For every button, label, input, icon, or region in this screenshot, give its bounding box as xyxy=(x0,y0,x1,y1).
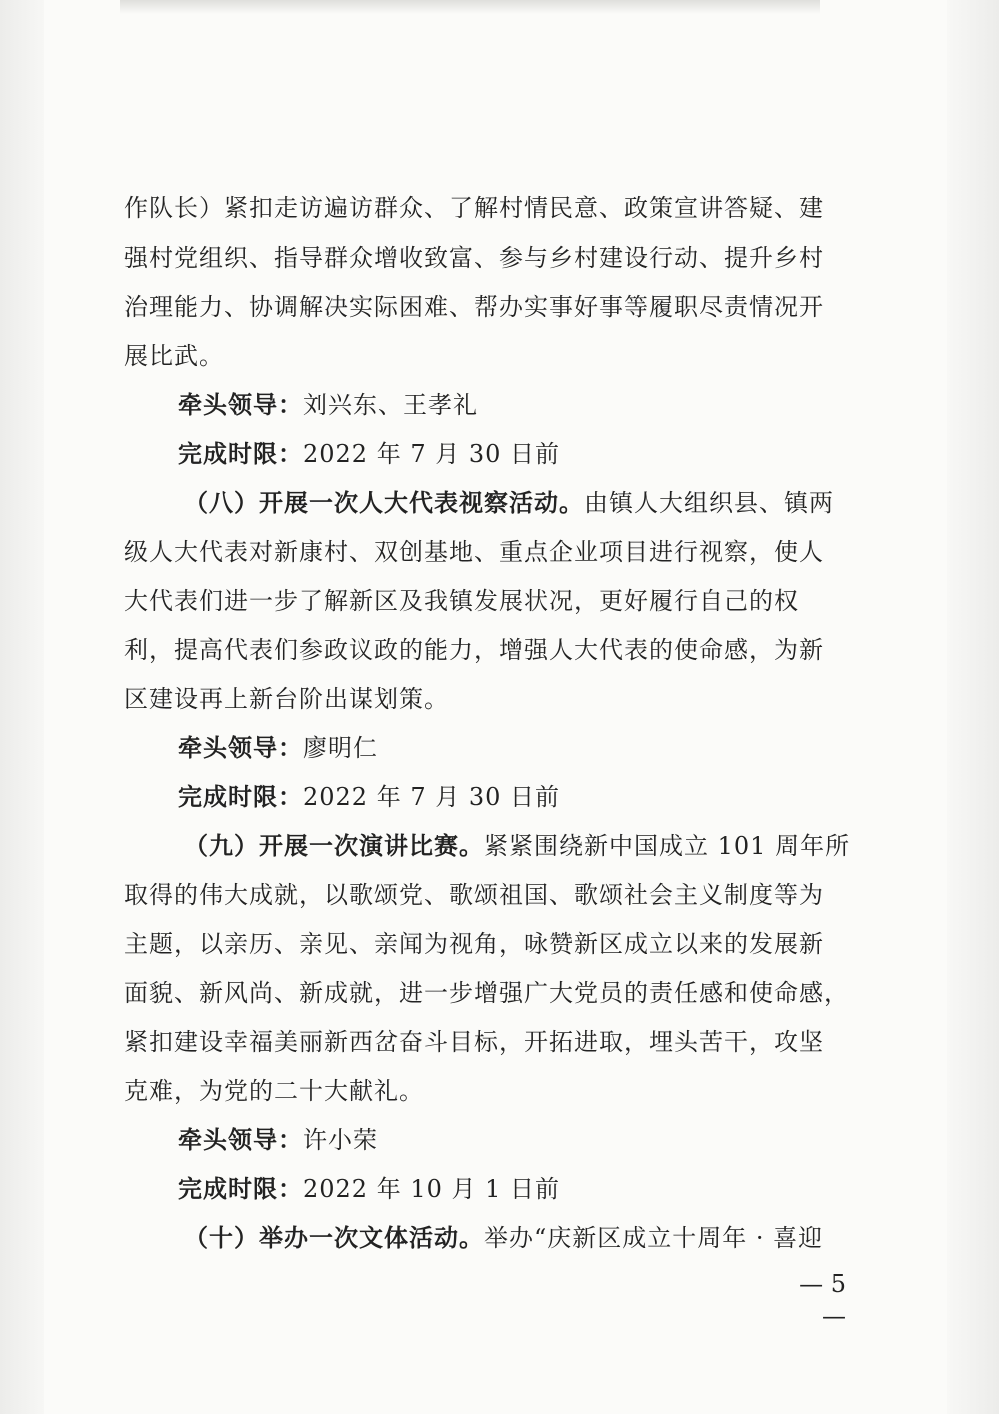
page-number: — 5 — xyxy=(799,1270,846,1330)
lead-leader-value: 许小荣 xyxy=(303,1126,378,1154)
body-line: 治理能力、协调解决实际困难、帮办实事好事等履职尽责情况开 xyxy=(124,293,824,321)
scan-left-edge xyxy=(0,0,44,1414)
deadline-row xyxy=(178,1169,890,1209)
section-heading: （八）开展一次人大代表视察活动。 xyxy=(184,488,584,517)
body-line: 作队长）紧扣走访遍访群众、了解村情民意、政策宣讲答疑、建 xyxy=(124,194,824,222)
body-line: 展比武。 xyxy=(124,342,224,370)
section-line xyxy=(184,1218,896,1258)
lead-leader-label: 牵头领导： xyxy=(178,1125,303,1154)
section-text: 举办“庆新区成立十周年 · 喜迎 xyxy=(484,1224,824,1252)
deadline-row xyxy=(178,777,890,817)
body-line: 取得的伟大成就，以歌颂党、歌颂祖国、歌颂社会主义制度等为 xyxy=(124,881,824,909)
body-line: 紧扣建设幸福美丽新西岔奋斗目标，开拓进取，埋头苦干，攻坚 xyxy=(124,1028,824,1056)
deadline-value: 2022 年 10 月 1 日前 xyxy=(303,1175,561,1203)
lead-leader-row xyxy=(178,728,890,768)
deadline-label: 完成时限： xyxy=(178,782,303,811)
lead-leader-row xyxy=(178,385,890,425)
lead-leader-label: 牵头领导： xyxy=(178,390,303,419)
body-line: 大代表们进一步了解新区及我镇发展状况，更好履行自己的权 xyxy=(124,587,799,615)
section-heading: （九）开展一次演讲比赛。 xyxy=(184,831,484,860)
body-line: 面貌、新风尚、新成就，进一步增强广大党员的责任感和使命感， xyxy=(124,979,849,1007)
scan-top-shadow xyxy=(120,0,820,14)
section-line xyxy=(184,826,896,866)
body-line: 利，提高代表们参政议政的能力，增强人大代表的使命感，为新 xyxy=(124,636,824,664)
deadline-row xyxy=(178,434,890,474)
section-text: 紧紧围绕新中国成立 101 周年所 xyxy=(484,832,851,860)
body-line: 克难，为党的二十大献礼。 xyxy=(124,1077,424,1105)
body-line: 区建设再上新台阶出谋划策。 xyxy=(124,685,449,713)
body-line: 主题，以亲历、亲见、亲闻为视角，咏赞新区成立以来的发展新 xyxy=(124,930,824,958)
lead-leader-value: 廖明仁 xyxy=(303,734,378,762)
deadline-value: 2022 年 7 月 30 日前 xyxy=(303,783,561,811)
deadline-value: 2022 年 7 月 30 日前 xyxy=(303,440,561,468)
section-text: 由镇人大组织县、镇两 xyxy=(584,489,834,517)
section-heading: （十）举办一次文体活动。 xyxy=(184,1223,484,1252)
lead-leader-value: 刘兴东、王孝礼 xyxy=(303,391,478,419)
section-line xyxy=(184,483,896,523)
deadline-label: 完成时限： xyxy=(178,1174,303,1203)
lead-leader-label: 牵头领导： xyxy=(178,733,303,762)
scan-right-edge xyxy=(947,0,999,1414)
lead-leader-row xyxy=(178,1120,890,1160)
body-line: 级人大代表对新康村、双创基地、重点企业项目进行视察，使人 xyxy=(124,538,824,566)
body-line: 强村党组织、指导群众增收致富、参与乡村建设行动、提升乡村 xyxy=(124,244,824,272)
deadline-label: 完成时限： xyxy=(178,439,303,468)
